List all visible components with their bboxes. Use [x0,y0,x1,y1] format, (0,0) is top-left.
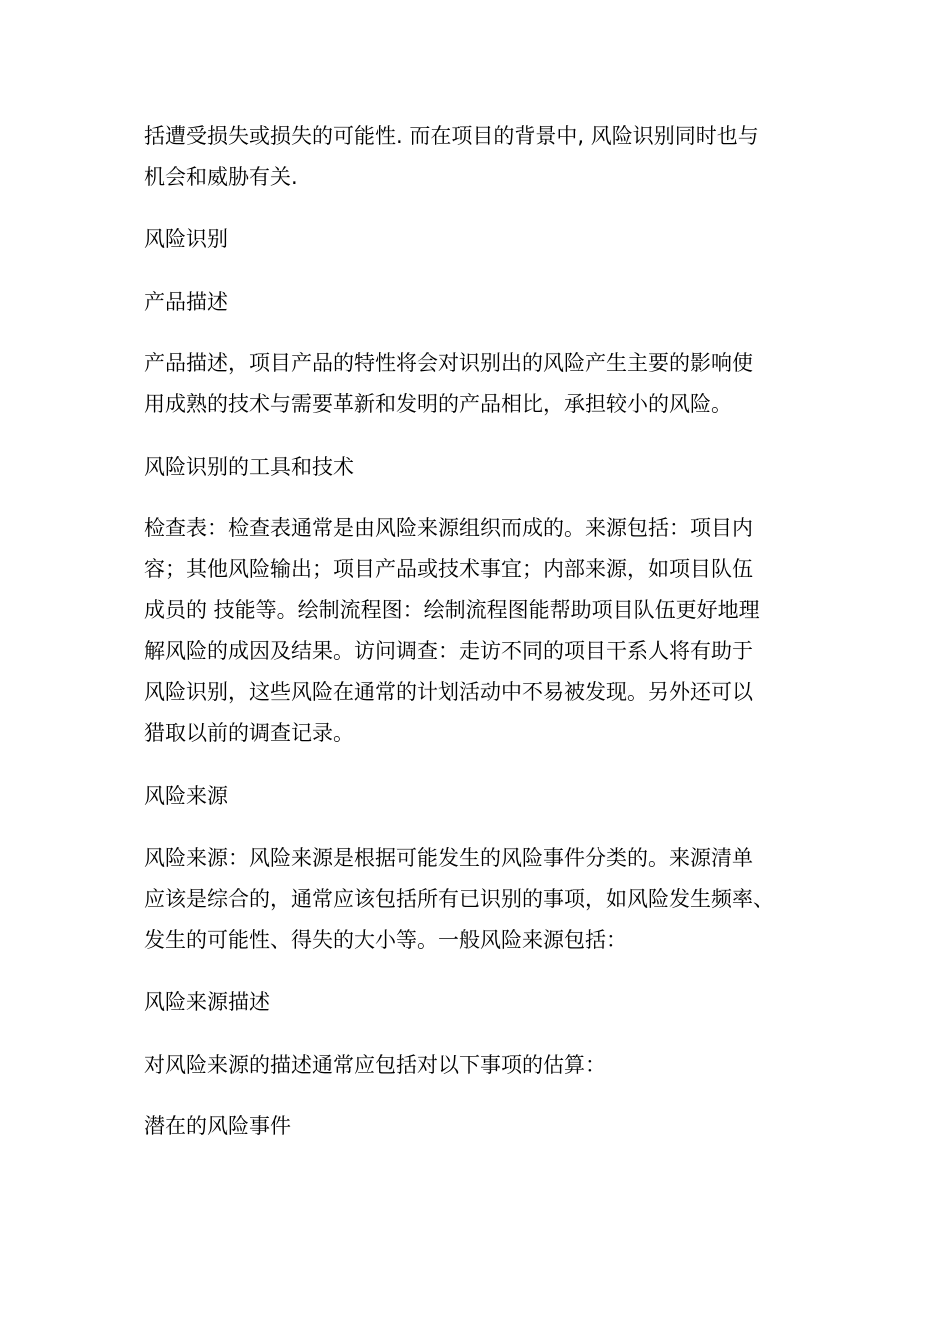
paragraph-risk-source-description [144,1045,824,1086]
paragraph-product-description [144,343,824,425]
heading-text: 产品描述 [144,290,228,314]
text-line: 机会和威胁有关. [144,165,298,189]
paragraph-risk-sources [144,838,824,961]
text-line: 产品描述，项目产品的特性将会对识别出的风险产生主要的影响使 [144,351,753,375]
text-line: 应该是综合的，通常应该包括所有已识别的事项，如风险发生频率、 [144,887,774,911]
heading-potential-risk-events [144,1106,824,1147]
heading-risk-identification [144,219,824,260]
text-line: 对风险来源的描述通常应包括对以下事项的估算： [144,1053,606,1077]
heading-product-description [144,282,824,323]
heading-risk-source-description [144,982,824,1023]
text-line: 括遭受损失或损失的可能性. 而在项目的背景中, 风险识别同时也与 [144,124,759,148]
text-line: 猎取以前的调查记录。 [144,721,354,745]
heading-text: 风险识别 [144,227,228,251]
text-line: 用成熟的技术与需要革新和发明的产品相比，承担较小的风险。 [144,392,732,416]
text-line: 成员的 技能等。绘制流程图：绘制流程图能帮助项目队伍更好地理 [144,598,760,622]
heading-text: 风险来源描述 [144,990,270,1014]
text-line: 风险来源：风险来源是根据可能发生的风险事件分类的。来源清单 [144,846,753,870]
paragraph-risk-definition [144,116,824,198]
text-line: 发生的可能性、得失的大小等。一般风险来源包括： [144,928,627,952]
paragraph-tools-and-techniques [144,508,824,754]
text-line: 检查表：检查表通常是由风险来源组织而成的。来源包括：项目内 [144,516,753,540]
text-line: 风险识别，这些风险在通常的计划活动中不易被发现。另外还可以 [144,680,753,704]
heading-text: 风险来源 [144,784,228,808]
heading-tools-and-techniques [144,447,824,488]
heading-risk-sources [144,776,824,817]
heading-text: 潜在的风险事件 [144,1114,291,1138]
heading-text: 风险识别的工具和技术 [144,455,354,479]
text-line: 容；其他风险输出；项目产品或技术事宜；内部来源，如项目队伍 [144,557,753,581]
text-line: 解风险的成因及结果。访问调查：走访不同的项目干系人将有助于 [144,639,753,663]
